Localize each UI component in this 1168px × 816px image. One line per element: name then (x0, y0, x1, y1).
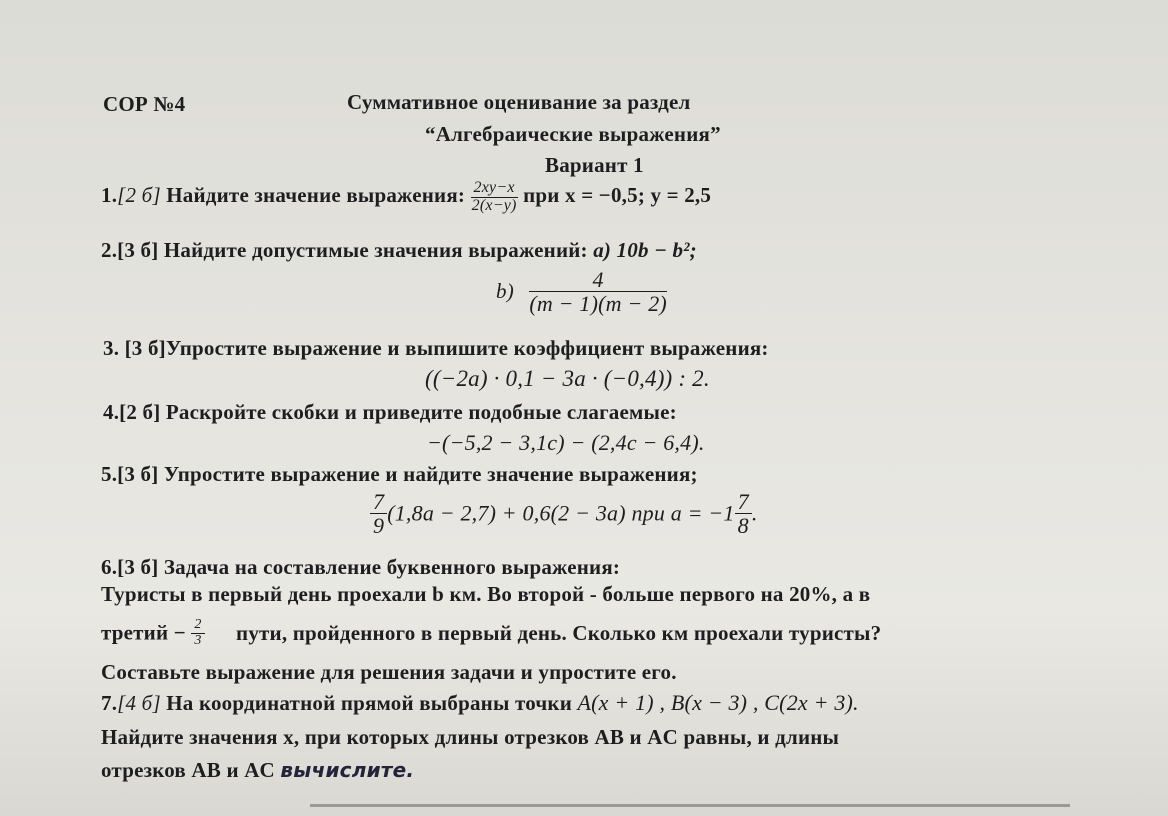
task-text: Найдите значение выражения: (166, 183, 466, 208)
task-points: [3 б] (117, 462, 159, 486)
task-points: [3 б] (117, 555, 159, 579)
expression-end: . (751, 500, 758, 526)
fraction (529, 268, 667, 315)
task-number: 1. (101, 183, 118, 208)
sor-code: СОР №4 (103, 92, 186, 116)
fraction-denominator: 2(x−y) (471, 196, 517, 214)
fraction-denominator: (m − 1)(m − 2) (529, 291, 667, 317)
task-number: 7. (101, 691, 118, 715)
mixed-fraction (735, 490, 752, 537)
line-end: пути, пройденного в первый день. Сколько км проехали туристы? (236, 620, 882, 645)
task-3-expression: ((−2a) · 0,1 − 3a · (−0,4)) : 2. (425, 366, 710, 391)
task-points: [2 б] (119, 400, 161, 424)
task-number: 3. (103, 336, 120, 360)
fraction-numerator: 2 (191, 618, 204, 634)
task-5 (101, 462, 698, 487)
task-points: [3 б] (117, 238, 159, 262)
task-points: [2 б] (117, 183, 161, 208)
task-4 (103, 400, 677, 425)
line-start: третий − (101, 620, 186, 645)
task-6-line-3: Составьте выражение для решения задачи и упростите его. (101, 660, 677, 684)
task-number: 4. (103, 400, 120, 424)
variant-label: Вариант 1 (545, 153, 644, 177)
page-title: Суммативное оценивание за раздел (347, 90, 691, 114)
task-number: 5. (101, 462, 118, 486)
task-points: [3 б] (124, 336, 166, 360)
fraction-numerator: 2xy−x (471, 180, 518, 198)
fraction-numerator: 7 (370, 490, 387, 514)
handwritten-note: вычислите. (280, 758, 415, 782)
line-text: отрезков AB и AC (101, 758, 275, 782)
task-text: На координатной прямой выбраны точки (166, 691, 573, 715)
task-points: [4 б] (117, 691, 161, 715)
task-2 (101, 238, 697, 263)
task-6 (101, 555, 620, 580)
expression: (1,8a − 2,7) + 0,6(2 − 3a) при a = −1 (387, 500, 735, 526)
task-number: 2. (101, 238, 118, 262)
task-7-line-3 (101, 758, 414, 783)
fraction (471, 180, 518, 215)
fraction-numerator: 7 (735, 490, 752, 514)
points-expression: A(x + 1) , B(x − 3) , C(2x + 3). (577, 690, 859, 715)
fraction (370, 490, 387, 537)
task-text: Раскройте скобки и приведите подобные слагаемые: (165, 400, 677, 424)
task-number: 6. (101, 555, 118, 579)
part-b-label: b) (496, 279, 514, 304)
fraction-denominator: 3 (194, 632, 202, 648)
task-5-expression (370, 490, 758, 537)
fraction (191, 618, 204, 648)
fraction-numerator: 4 (529, 268, 667, 292)
fraction-denominator: 9 (373, 513, 385, 539)
task-text: Найдите допустимые значения выражений: (163, 238, 588, 262)
task-text: Задача на составление буквенного выражения: (163, 555, 621, 579)
task-text: Упростите выражение и найдите значение выражения; (163, 462, 698, 486)
task-6-line-1: Туристы в первый день проехали b км. Во второй - больше первого на 20%, а в (101, 582, 871, 606)
task-text: Упростите выражение и выпишите коэффициент выражения: (165, 336, 769, 360)
section-title: “Алгебраические выражения” (425, 122, 721, 146)
task-4-expression: −(−5,2 − 3,1c) − (2,4c − 6,4). (427, 430, 705, 455)
task-2-part-b (496, 268, 667, 315)
part-a-expression: a) 10b − b²; (593, 238, 697, 262)
task-3 (103, 336, 769, 361)
task-condition: при x = −0,5; y = 2,5 (523, 183, 712, 208)
task-7-line-2: Найдите значения x, при которых длины отрезков AB и AC равны, и длины (101, 725, 840, 749)
task-1 (101, 180, 711, 215)
task-7 (101, 690, 859, 716)
task-6-line-2 (101, 618, 881, 648)
page-edge-divider (310, 804, 1070, 807)
fraction-denominator: 8 (737, 513, 749, 539)
